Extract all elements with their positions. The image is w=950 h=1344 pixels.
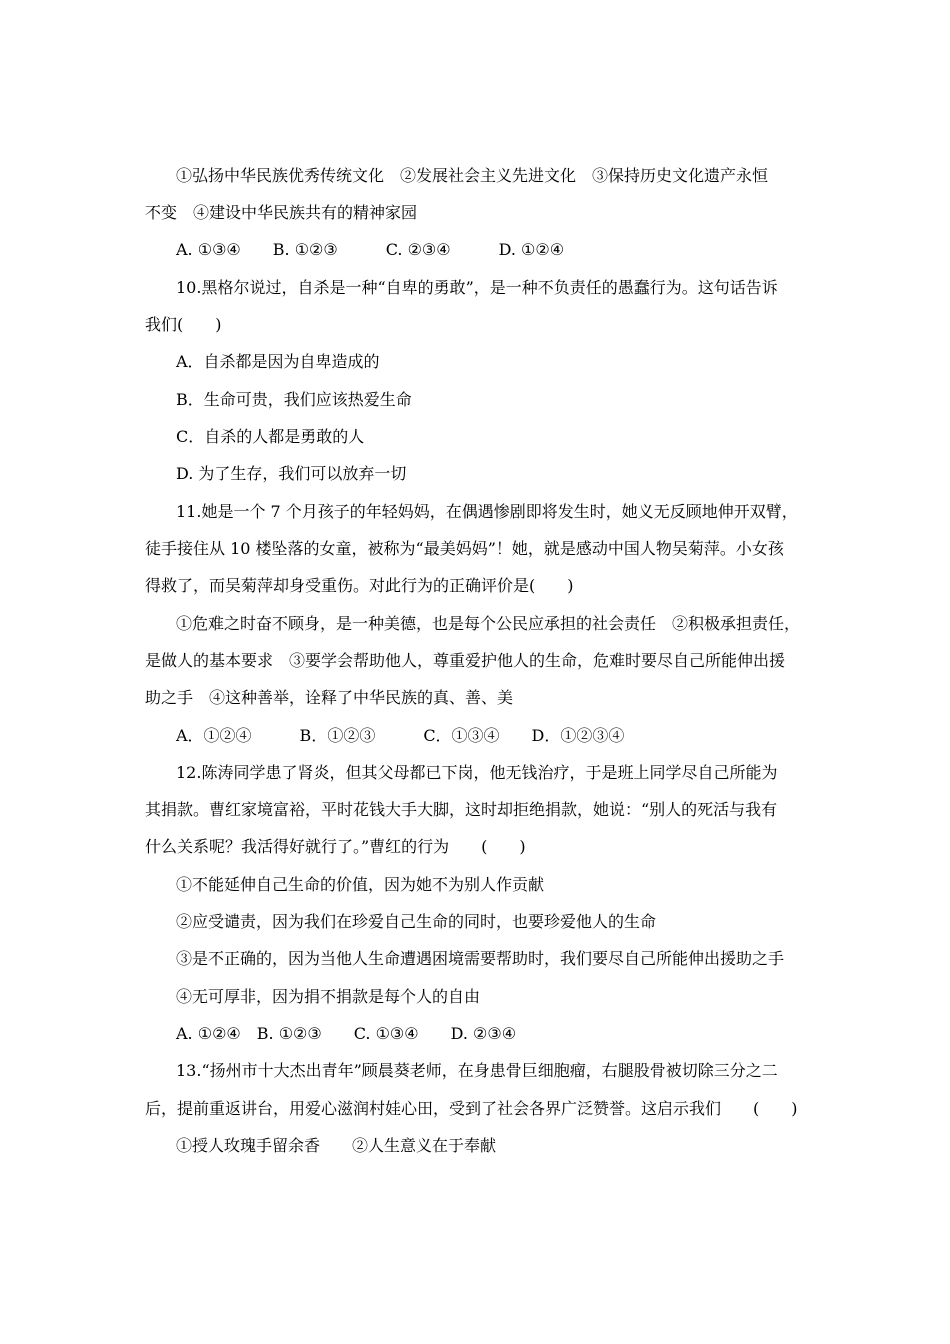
question-13: 13.“扬州市十大杰出青年”顾晨葵老师，在身患骨巨细胞瘤，右腿股骨被切除三分之二 xyxy=(176,1061,778,1080)
text-line: 我们( ) xyxy=(145,315,222,334)
option-c: C．自杀的人都是勇敢的人 xyxy=(176,427,365,446)
text-line: ①弘扬中华民族优秀传统文化 ②发展社会主义先进文化 ③保持历史文化遗产永恒 xyxy=(176,166,769,185)
question-10: 10.黑格尔说过，自杀是一种“自卑的勇敢”，是一种不负责任的愚蠢行为。这句话告诉 xyxy=(176,278,778,297)
statement-3: ③是不正确的，因为当他人生命遭遇困境需要帮助时，我们要尽自己所能伸出援助之手 xyxy=(176,949,785,968)
option-b: B．生命可贵，我们应该热爱生命 xyxy=(176,390,412,409)
statement-2: ②应受谴责，因为我们在珍爱自己生命的同时，也要珍爱他人的生命 xyxy=(176,912,657,931)
option-d: D. 为了生存，我们可以放弃一切 xyxy=(176,464,407,483)
statement-4: ④无可厚非，因为捐不捐款是每个人的自由 xyxy=(176,987,481,1006)
text-line: ①危难之时奋不顾身，是一种美德，也是每个公民应承担的社会责任 ②积极承担责任， xyxy=(176,614,801,633)
question-12: 12.陈涛同学患了肾炎，但其父母都已下岗，他无钱治疗，于是班上同学尽自己所能为 xyxy=(176,763,778,782)
statement-1: ①不能延伸自己生命的价值，因为她不为别人作贡献 xyxy=(176,875,545,894)
text-line: 后，提前重返讲台，用爱心滋润村娃心田，受到了社会各界广泛赞誉。这启示我们 ( ) xyxy=(145,1099,798,1118)
text-line: 助之手 ④这种善举，诠释了中华民族的真、善、美 xyxy=(145,688,514,707)
text-line: 得救了，而吴菊萍却身受重伤。对此行为的正确评价是( ) xyxy=(145,576,574,595)
text-line: 是做人的基本要求 ③要学会帮助他人，尊重爱护他人的生命，危难时要尽自己所能伸出援 xyxy=(145,651,786,670)
answer-options: A. ①③④ B. ①②③ C. ②③④ D. ①②④ xyxy=(176,240,565,259)
text-line: 其捐款。曹红家境富裕，平时花钱大手大脚，这时却拒绝捐款，她说：“别人的死活与我有 xyxy=(145,800,778,819)
answer-options: A．①②④ B．①②③ C．①③④ D．①②③④ xyxy=(176,726,625,745)
text-line: 徒手接住从 10 楼坠落的女童，被称为“最美妈妈”！她，就是感动中国人物吴菊萍。小女孩 xyxy=(145,539,784,558)
text-line: 不变 ④建设中华民族共有的精神家园 xyxy=(145,203,418,222)
option-a: A．自杀都是因为自卑造成的 xyxy=(176,352,380,371)
answer-options: A. ①②④ B. ①②③ C. ①③④ D. ②③④ xyxy=(176,1024,517,1043)
question-11: 11.她是一个 7 个月孩子的年轻妈妈，在偶遇惨剧即将发生时，她义无反顾地伸开双臂， xyxy=(176,502,798,521)
text-line: 什么关系呢？我活得好就行了。”曹红的行为 ( ) xyxy=(145,837,526,856)
text-line: ①授人玫瑰手留余香 ②人生意义在于奉献 xyxy=(176,1136,497,1155)
